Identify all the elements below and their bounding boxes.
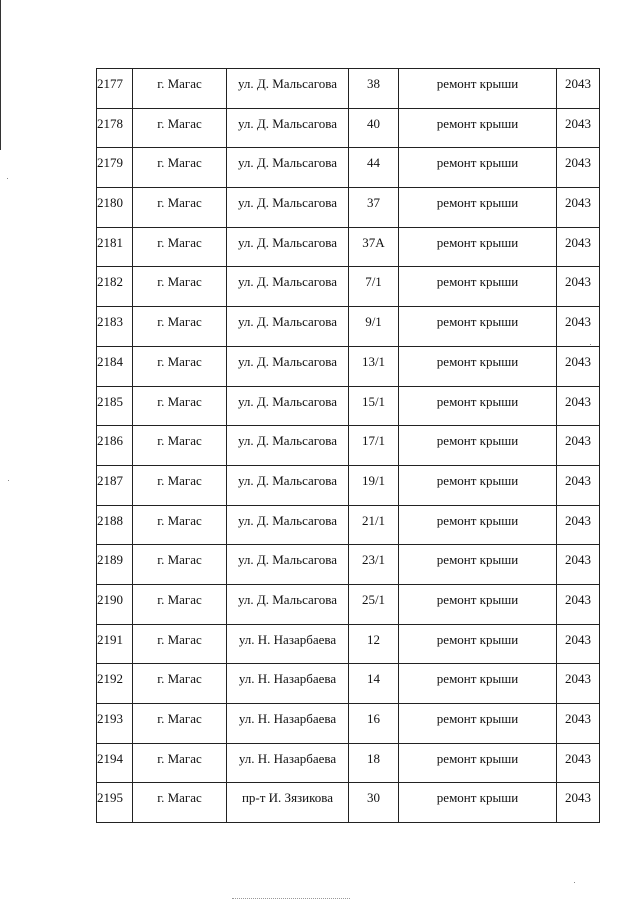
row-number-cell: 2193 [97, 704, 133, 744]
row-number-cell: 2184 [97, 346, 133, 386]
work-type-cell: ремонт крыши [399, 346, 557, 386]
street-cell: ул. Д. Мальсагова [227, 346, 349, 386]
house-number-cell: 40 [349, 108, 399, 148]
year-cell: 2043 [557, 505, 600, 545]
year-cell: 2043 [557, 584, 600, 624]
row-number-cell: 2180 [97, 188, 133, 228]
city-cell: г. Магас [133, 584, 227, 624]
work-type-cell: ремонт крыши [399, 505, 557, 545]
scan-speck [8, 480, 9, 481]
table-row [97, 545, 600, 585]
street-cell: ул. Д. Мальсагова [227, 505, 349, 545]
street-cell: ул. Д. Мальсагова [227, 148, 349, 188]
table-row [97, 783, 600, 823]
table-row [97, 346, 600, 386]
row-number-cell: 2188 [97, 505, 133, 545]
street-cell: ул. Д. Мальсагова [227, 584, 349, 624]
housing-repair-table [96, 68, 600, 823]
work-type-cell: ремонт крыши [399, 783, 557, 823]
city-cell: г. Магас [133, 465, 227, 505]
year-cell: 2043 [557, 188, 600, 228]
row-number-cell: 2183 [97, 307, 133, 347]
house-number-cell: 15/1 [349, 386, 399, 426]
work-type-cell: ремонт крыши [399, 188, 557, 228]
street-cell: ул. Н. Назарбаева [227, 743, 349, 783]
house-number-cell: 19/1 [349, 465, 399, 505]
table-row [97, 188, 600, 228]
year-cell: 2043 [557, 108, 600, 148]
year-cell: 2043 [557, 545, 600, 585]
table-row [97, 307, 600, 347]
city-cell: г. Магас [133, 346, 227, 386]
year-cell: 2043 [557, 664, 600, 704]
house-number-cell: 13/1 [349, 346, 399, 386]
table-row [97, 227, 600, 267]
house-number-cell: 37 [349, 188, 399, 228]
work-type-cell: ремонт крыши [399, 624, 557, 664]
city-cell: г. Магас [133, 704, 227, 744]
row-number-cell: 2181 [97, 227, 133, 267]
row-number-cell: 2191 [97, 624, 133, 664]
work-type-cell: ремонт крыши [399, 465, 557, 505]
row-number-cell: 2192 [97, 664, 133, 704]
year-cell: 2043 [557, 346, 600, 386]
year-cell: 2043 [557, 148, 600, 188]
house-number-cell: 18 [349, 743, 399, 783]
work-type-cell: ремонт крыши [399, 743, 557, 783]
row-number-cell: 2182 [97, 267, 133, 307]
table-row [97, 664, 600, 704]
table-row [97, 743, 600, 783]
work-type-cell: ремонт крыши [399, 584, 557, 624]
year-cell: 2043 [557, 227, 600, 267]
year-cell: 2043 [557, 743, 600, 783]
house-number-cell: 44 [349, 148, 399, 188]
street-cell: ул. Д. Мальсагова [227, 386, 349, 426]
year-cell: 2043 [557, 69, 600, 109]
year-cell: 2043 [557, 426, 600, 466]
work-type-cell: ремонт крыши [399, 267, 557, 307]
house-number-cell: 9/1 [349, 307, 399, 347]
table-row [97, 584, 600, 624]
table-row [97, 426, 600, 466]
city-cell: г. Магас [133, 505, 227, 545]
work-type-cell: ремонт крыши [399, 307, 557, 347]
scan-speck [574, 882, 575, 883]
scan-speck [7, 178, 8, 179]
table-row [97, 386, 600, 426]
house-number-cell: 25/1 [349, 584, 399, 624]
year-cell: 2043 [557, 465, 600, 505]
city-cell: г. Магас [133, 743, 227, 783]
scan-bottom-mark [232, 898, 350, 900]
work-type-cell: ремонт крыши [399, 664, 557, 704]
row-number-cell: 2190 [97, 584, 133, 624]
street-cell: ул. Д. Мальсагова [227, 188, 349, 228]
city-cell: г. Магас [133, 307, 227, 347]
table-row [97, 267, 600, 307]
work-type-cell: ремонт крыши [399, 426, 557, 466]
street-cell: ул. Д. Мальсагова [227, 307, 349, 347]
row-number-cell: 2195 [97, 783, 133, 823]
city-cell: г. Магас [133, 783, 227, 823]
house-number-cell: 12 [349, 624, 399, 664]
row-number-cell: 2187 [97, 465, 133, 505]
table-row [97, 505, 600, 545]
city-cell: г. Магас [133, 545, 227, 585]
house-number-cell: 21/1 [349, 505, 399, 545]
work-type-cell: ремонт крыши [399, 69, 557, 109]
house-number-cell: 38 [349, 69, 399, 109]
table-row [97, 704, 600, 744]
work-type-cell: ремонт крыши [399, 704, 557, 744]
table-body [97, 69, 600, 823]
house-number-cell: 14 [349, 664, 399, 704]
house-number-cell: 30 [349, 783, 399, 823]
year-cell: 2043 [557, 624, 600, 664]
year-cell: 2043 [557, 386, 600, 426]
city-cell: г. Магас [133, 624, 227, 664]
work-type-cell: ремонт крыши [399, 386, 557, 426]
work-type-cell: ремонт крыши [399, 148, 557, 188]
row-number-cell: 2178 [97, 108, 133, 148]
year-cell: 2043 [557, 267, 600, 307]
house-number-cell: 7/1 [349, 267, 399, 307]
table-row [97, 624, 600, 664]
work-type-cell: ремонт крыши [399, 108, 557, 148]
city-cell: г. Магас [133, 227, 227, 267]
work-type-cell: ремонт крыши [399, 545, 557, 585]
house-number-cell: 17/1 [349, 426, 399, 466]
row-number-cell: 2177 [97, 69, 133, 109]
street-cell: ул. Д. Мальсагова [227, 267, 349, 307]
row-number-cell: 2185 [97, 386, 133, 426]
scan-margin-line [0, 0, 1, 150]
house-number-cell: 23/1 [349, 545, 399, 585]
street-cell: ул. Д. Мальсагова [227, 426, 349, 466]
year-cell: 2043 [557, 704, 600, 744]
city-cell: г. Магас [133, 148, 227, 188]
table-row [97, 108, 600, 148]
street-cell: ул. Д. Мальсагова [227, 227, 349, 267]
city-cell: г. Магас [133, 69, 227, 109]
city-cell: г. Магас [133, 386, 227, 426]
city-cell: г. Магас [133, 664, 227, 704]
street-cell: пр-т И. Зязикова [227, 783, 349, 823]
table-row [97, 148, 600, 188]
street-cell: ул. Д. Мальсагова [227, 545, 349, 585]
house-number-cell: 16 [349, 704, 399, 744]
street-cell: ул. Н. Назарбаева [227, 704, 349, 744]
work-type-cell: ремонт крыши [399, 227, 557, 267]
row-number-cell: 2186 [97, 426, 133, 466]
year-cell: 2043 [557, 307, 600, 347]
table-row [97, 69, 600, 109]
street-cell: ул. Д. Мальсагова [227, 69, 349, 109]
city-cell: г. Магас [133, 267, 227, 307]
street-cell: ул. Н. Назарбаева [227, 664, 349, 704]
street-cell: ул. Д. Мальсагова [227, 108, 349, 148]
city-cell: г. Магас [133, 108, 227, 148]
row-number-cell: 2179 [97, 148, 133, 188]
year-cell: 2043 [557, 783, 600, 823]
house-number-cell: 37А [349, 227, 399, 267]
table-row [97, 465, 600, 505]
street-cell: ул. Д. Мальсагова [227, 465, 349, 505]
city-cell: г. Магас [133, 188, 227, 228]
city-cell: г. Магас [133, 426, 227, 466]
row-number-cell: 2189 [97, 545, 133, 585]
street-cell: ул. Н. Назарбаева [227, 624, 349, 664]
row-number-cell: 2194 [97, 743, 133, 783]
